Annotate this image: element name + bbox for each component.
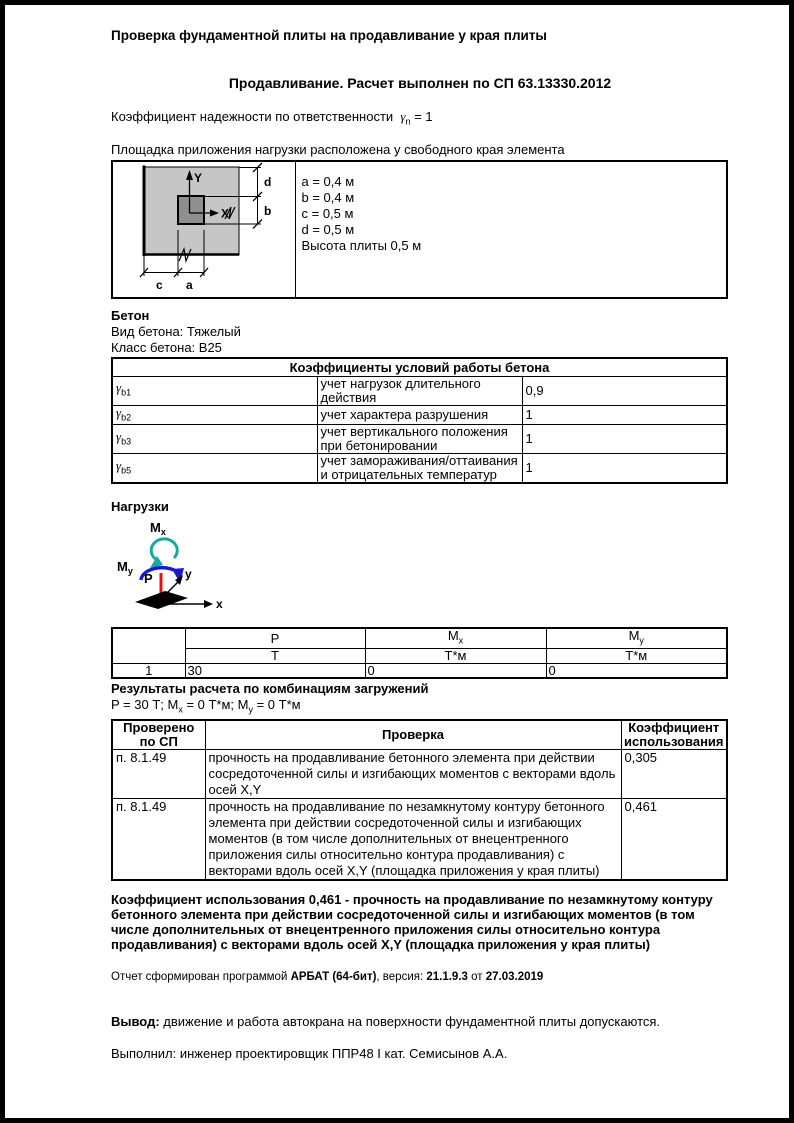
check-code: п. 8.1.49 bbox=[112, 798, 205, 880]
coef-description: учет характера разрушения bbox=[317, 405, 522, 425]
combo-sub-y: y bbox=[248, 704, 253, 715]
table-row bbox=[112, 749, 727, 798]
coef-symbol bbox=[112, 376, 317, 405]
program-date: 27.03.2019 bbox=[485, 970, 544, 983]
performer-line: Выполнил: инженер проектировщик ППР48 I кат. Семисынов А.А. bbox=[111, 1045, 508, 1061]
results-table bbox=[111, 719, 728, 881]
report-seg2: , версия: bbox=[376, 970, 427, 983]
conclusion-text: движение и работа автокрана на поверхности фундаментной плиты допускаются. bbox=[159, 1013, 661, 1029]
gamma-subscript: b3 bbox=[121, 436, 132, 447]
combo-seg3: = 0 Т*м bbox=[252, 697, 301, 713]
combo-seg2: = 0 Т*м; M bbox=[182, 697, 249, 713]
my-label-sub: y bbox=[127, 566, 133, 577]
col-check: Проверка bbox=[205, 720, 621, 750]
mx-label-sub: x bbox=[160, 527, 166, 538]
loads-units-row bbox=[112, 648, 727, 663]
plate-icon bbox=[135, 591, 188, 609]
x-axis-label: X bbox=[221, 206, 230, 221]
dim-label-d: d bbox=[264, 174, 272, 189]
gamma-symbol: γ bbox=[116, 428, 122, 444]
load-area-note: Площадка приложения нагрузки расположена у свободного края элемента bbox=[111, 141, 565, 157]
gamma-subscript: b5 bbox=[121, 465, 132, 476]
utilization-value: 0,305 bbox=[621, 749, 727, 798]
coef-value: 1 bbox=[522, 454, 727, 484]
check-code: п. 8.1.49 bbox=[112, 749, 205, 798]
coef-value: 1 bbox=[522, 425, 727, 454]
program-name: АРБАТ (64-бит) bbox=[290, 970, 377, 983]
table-row bbox=[112, 376, 727, 405]
dim-label-b: b bbox=[264, 203, 272, 218]
gamma-symbol: γ bbox=[116, 380, 122, 396]
plate-scheme-figure bbox=[113, 162, 295, 293]
table-row bbox=[112, 405, 727, 425]
conclusion-line bbox=[111, 1014, 729, 1030]
reliability-value: = 1 bbox=[414, 109, 433, 124]
dim-label-c: c bbox=[156, 277, 163, 292]
mx-label bbox=[150, 520, 166, 537]
loads-section-title: Нагрузки bbox=[111, 499, 169, 515]
combination-summary-line bbox=[111, 697, 729, 718]
unit-p: Т bbox=[185, 648, 365, 663]
loads-scheme-figure bbox=[113, 517, 729, 619]
gamma-n-subscript: n bbox=[405, 116, 411, 127]
gamma-symbol: γ bbox=[116, 457, 122, 473]
reliability-text: Коэффициент надежности по ответственности bbox=[111, 109, 394, 124]
concrete-coefficients-table bbox=[111, 357, 728, 485]
concrete-class: Класс бетона: В25 bbox=[111, 339, 222, 355]
reliability-line bbox=[111, 109, 729, 130]
coef-description: учет вертикального положения при бетонировании bbox=[317, 425, 522, 454]
geometry-figure-table bbox=[111, 160, 728, 299]
y-axis-label: y bbox=[185, 567, 192, 582]
dim-d-value: d = 0,5 м bbox=[301, 221, 355, 237]
table-row bbox=[112, 454, 727, 484]
mx-moment-arrow bbox=[151, 539, 177, 560]
section-heading: Продавливание. Расчет выполнен по СП 63.13330.2012 bbox=[228, 75, 612, 91]
col-utilization: Коэффициент использования bbox=[621, 720, 727, 750]
x-axis-label: x bbox=[216, 597, 223, 612]
page-title: Проверка фундаментной плиты на продавливание у края плиты bbox=[111, 28, 547, 43]
loads-header-row bbox=[112, 628, 727, 648]
y-axis-label: Y bbox=[194, 170, 203, 185]
results-section-title: Результаты расчета по комбинациям загружений bbox=[111, 681, 429, 697]
x-axis-arrow bbox=[204, 600, 213, 608]
coef-symbol bbox=[112, 425, 317, 454]
coef-description: учет нагрузок длительного действия bbox=[317, 376, 522, 405]
col-checked-by: Проверено по СП bbox=[112, 720, 205, 750]
loads-diagram-icon bbox=[113, 517, 225, 619]
slab-height-value: Высота плиты 0,5 м bbox=[301, 237, 422, 253]
mx-header-sub: x bbox=[458, 635, 464, 646]
dim-label-a: a bbox=[186, 277, 193, 292]
my-header-m: M bbox=[628, 628, 640, 644]
dim-b-value: b = 0,4 м bbox=[301, 189, 355, 205]
gamma-subscript: b2 bbox=[121, 412, 132, 423]
report-generated-line bbox=[111, 969, 729, 985]
coefficients-caption: Коэффициенты условий работы бетона bbox=[112, 358, 727, 377]
loads-corner-cell bbox=[112, 628, 185, 663]
loads-table bbox=[111, 627, 728, 679]
program-version: 21.1.9.3 bbox=[426, 970, 468, 983]
p-value: 30 bbox=[185, 663, 365, 678]
check-description: прочность на продавливание бетонного элемента при действии сосредоточенной силы и изгибающих моментов с векторами вдоль осей X,Y bbox=[205, 749, 621, 798]
my-value: 0 bbox=[546, 663, 727, 678]
gamma-n-symbol: γ bbox=[400, 109, 406, 124]
dimensions-cell bbox=[295, 161, 727, 298]
unit-my: Т*м bbox=[546, 648, 727, 663]
plate-scheme-cell bbox=[112, 161, 295, 298]
loads-col-my bbox=[546, 628, 727, 648]
results-header-row bbox=[112, 720, 727, 750]
table-caption-row bbox=[112, 358, 727, 377]
conclusion-label: Вывод: bbox=[111, 1013, 160, 1029]
concrete-section-title: Бетон bbox=[111, 307, 150, 323]
table-row bbox=[112, 425, 727, 454]
coef-symbol bbox=[112, 405, 317, 425]
loads-col-p: P bbox=[185, 628, 365, 648]
p-force-label: P bbox=[144, 571, 153, 587]
combination-number: 1 bbox=[112, 663, 185, 678]
table-row bbox=[112, 798, 727, 880]
gamma-symbol: γ bbox=[116, 404, 122, 420]
my-header-sub: y bbox=[639, 635, 644, 646]
utilization-value: 0,461 bbox=[621, 798, 727, 880]
mx-header-m: M bbox=[447, 628, 459, 644]
loads-col-mx bbox=[365, 628, 546, 648]
dim-c-value: c = 0,5 м bbox=[301, 205, 354, 221]
coef-value: 0,9 bbox=[522, 376, 727, 405]
report-seg1: Отчет сформирован программой bbox=[111, 970, 291, 983]
report-content bbox=[5, 5, 789, 1062]
gamma-subscript: b1 bbox=[121, 387, 132, 398]
coef-value: 1 bbox=[522, 405, 727, 425]
combo-seg1: P = 30 Т; M bbox=[111, 697, 179, 713]
mx-value: 0 bbox=[365, 663, 546, 678]
load-area-rect bbox=[178, 196, 204, 224]
my-label bbox=[117, 559, 133, 576]
unit-mx: Т*м bbox=[365, 648, 546, 663]
report-seg3: от bbox=[467, 970, 486, 983]
my-label-m: M bbox=[117, 559, 128, 575]
loads-data-row bbox=[112, 663, 727, 678]
concrete-kind: Вид бетона: Тяжелый bbox=[111, 323, 241, 339]
check-description: прочность на продавливание по незамкнутому контуру бетонного элемента при действии сосредоточенной силы и изгибающих моментов (в том числе дополнительных от внецентренного приложения силы относительно контура продавливания) с векторами вдоль осей X,Y (площадка приложения у края плиты) bbox=[205, 798, 621, 880]
combo-sub-x: x bbox=[178, 704, 183, 715]
coef-description: учет замораживания/оттаивания и отрицательных температур bbox=[317, 454, 522, 484]
mx-label-m: M bbox=[150, 520, 161, 536]
utilization-summary: Коэффициент использования 0,461 - прочность на продавливание по незамкнутому контуру бетонного элемента при действии сосредоточенной силы и изгибающих моментов (в том числе дополнительных от внецентренного приложения силы относительно контура продавливания) с векторами вдоль осей X,Y (площадка приложения у края плиты) bbox=[111, 891, 713, 952]
dim-a-value: a = 0,4 м bbox=[301, 173, 355, 189]
coef-symbol bbox=[112, 454, 317, 484]
